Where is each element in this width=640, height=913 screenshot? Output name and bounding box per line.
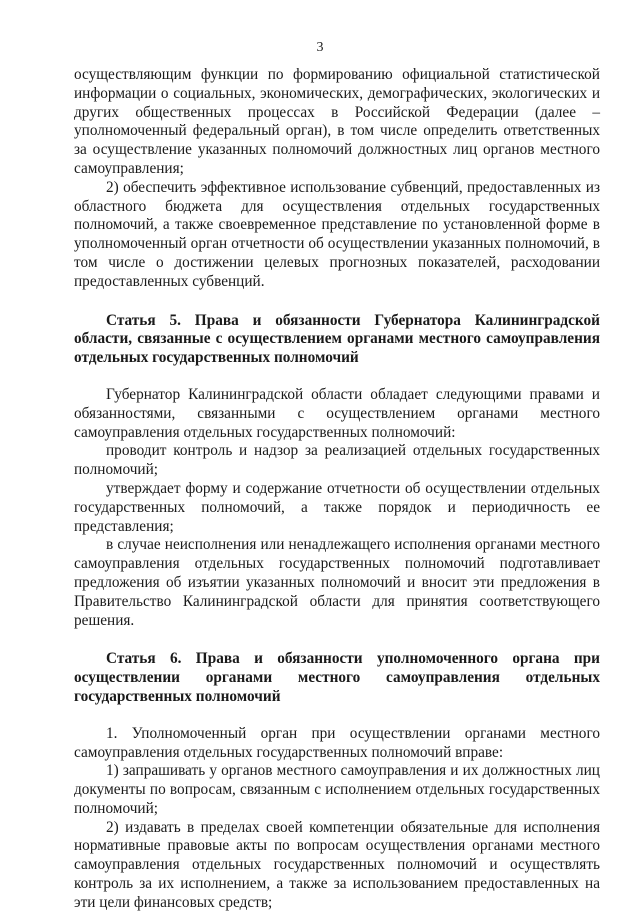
paragraph: 1. Уполномоченный орган при осуществлении органами местного самоуправления отдельных государственных полномочий вправе: [74,724,600,761]
paragraph: в случае неисполнения или ненадлежащего исполнения органами местного самоуправления отдельных государственных полномочий подготавливает предложения об изъятии указанных полномочий и вносит эти предложения в Правительство Калининградской области для принятия соответствующего решения. [74,536,600,629]
paragraph: 2) издавать в пределах своей компетенции обязательные для исполнения нормативные правовые акты по вопросам осуществления органами местного самоуправления отдельных государственных полномочий и осуществлять контроль за их исполнением, а также за использованием предоставленных на эти цели финансовых средств; [74,818,600,911]
paragraph: утверждает форму и содержание отчетности об осуществлении отдельных государственных полномочий, а также порядок и периодичность ее представления; [74,479,600,535]
paragraph: 2) обеспечить эффективное использование субвенций, предоставленных из областного бюджета для осуществления отдельных государственных полномочий, а также своевременное представление по установленной форме в уполномоченный орган отчетности об осуществлении указанных полномочий, в том числе о достижении целевых прогнозных показателей, расходовании предоставленных субвенций. [74,178,600,290]
article-5-heading: Статья 5. Права и обязанности Губернатора Калининградской области, связанные с осуществлением органами местного самоуправления отдельных государственных полномочий [74,311,600,367]
paragraph: 1) запрашивать у органов местного самоуправления и их должностных лиц документы по вопросам, связанным с исполнением отдельных государственных полномочий; [74,762,600,817]
document-body [74,66,600,913]
paragraph: Губернатор Калининградской области обладает следующими правами и обязанностями, связанными с осуществлением органами местного самоуправления отдельных государственных полномочий: [74,385,600,441]
paragraph: проводит контроль и надзор за реализацией отдельных государственных полномочий; [74,442,600,479]
paragraph: осуществляющим функции по формированию официальной статистической информации о социальных, экономических, демографических, экологических и других общественных процессах в Российской Федерации (далее – уполномоченный федеральный орган), в том числе определить ответственных за осуществление указанных полномочий должностных лиц органов местного самоуправления; [74,66,600,177]
page-number: 3 [316,40,324,55]
article-6-heading: Статья 6. Права и обязанности уполномоченного органа при осуществлении органами местного самоуправления отдельных государственных полномочий [74,650,600,705]
